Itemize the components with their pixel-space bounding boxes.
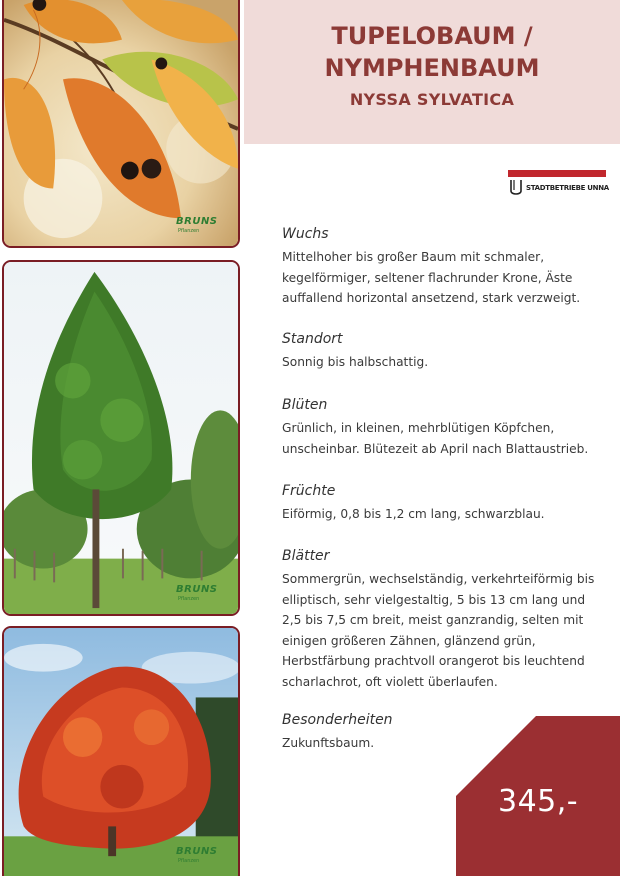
section-body: Sonnig bis halbschattig.	[282, 355, 429, 369]
section-blueten	[282, 397, 602, 459]
section-heading: Früchte	[282, 483, 336, 499]
photo-green-tree	[2, 260, 240, 616]
page-title-line1: TUPELOBAUM /	[331, 22, 533, 50]
price: 345,-	[498, 784, 579, 819]
section-body: Grünlich, in kleinen, mehrblütigen Köpfchen, unscheinbar. Blütezeit ab April nach Blattaustrieb.	[282, 421, 589, 456]
logo-mark-icon	[510, 180, 522, 197]
bruns-logo: BRUNS Pflanzen	[176, 216, 218, 234]
section-wuchs	[282, 226, 602, 309]
page-title-line2: NYMPHENBAUM	[324, 54, 540, 82]
section-body: Mittelhoher bis großer Baum mit schmaler, kegelförmiger, seltener flachrunder Krone, Äste auffallend horizontal ansetzend, stark verzweigt.	[282, 250, 581, 306]
bruns-logo: BRUNS Pflanzen	[176, 846, 218, 864]
section-heading: Wuchs	[282, 226, 329, 242]
section-body: Zukunftsbaum.	[282, 736, 375, 750]
section-standort	[282, 331, 602, 373]
latin-name: NYSSA SYLVATICA	[349, 90, 515, 109]
stadtbetriebe-logo	[508, 170, 609, 202]
section-heading: Besonderheiten	[282, 712, 393, 728]
logo-text: STADTBETRIEBE UNNA	[526, 184, 609, 192]
section-blaetter	[282, 548, 602, 693]
section-body: Eiförmig, 0,8 bis 1,2 cm lang, schwarzblau.	[282, 507, 545, 521]
section-heading: Blätter	[282, 548, 330, 564]
section-fruechte	[282, 483, 602, 525]
section-body: Sommergrün, wechselständig, verkehrteiförmig bis elliptisch, sehr vielgestaltig, 5 bis 13 cm lang und 2,5 bis 7,5 cm breit, meist ganzrandig, selten mit einigen größeren Zähnen, glänzend grün, Herbstfärbung prachtvoll orangerot bis leuchtend scharlachrot, oft violett überlaufen.	[282, 572, 595, 689]
logo-bar	[508, 170, 606, 177]
section-heading: Standort	[282, 331, 343, 347]
title-block	[244, 0, 620, 144]
section-heading: Blüten	[282, 397, 328, 413]
photo-red-tree	[2, 626, 240, 876]
photo-autumn-leaves	[2, 0, 240, 248]
bruns-logo: BRUNS Pflanzen	[176, 584, 218, 602]
